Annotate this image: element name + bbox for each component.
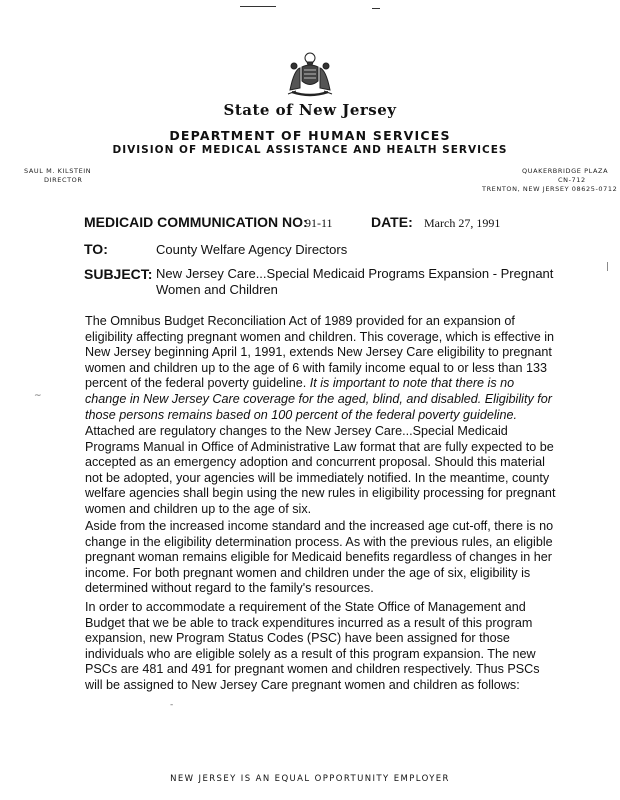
communication-number: 91-11 [305,216,333,230]
scan-artifact [240,6,276,7]
scan-mark: ~ [34,391,42,401]
scan-mark: | [606,262,610,272]
department-name: DEPARTMENT OF HUMAN SERVICES [169,128,451,143]
paragraph-1 [85,314,558,423]
address-line-3: TRENTON, NEW JERSEY 08625-0712 [482,185,618,193]
paragraph-2: Attached are regulatory changes to the New Jersey Care...Special Medicaid Programs Manual in Office of Administrative Law format that are fully expected to be accepted as an emergency adoption and concurrent proposal. Should this material not be adopted, your agencies will be immediately notified. In the meantime, county welfare agencies shall begin using the new rules in eligibility processing for pregnant women and children up to the age of six. [85,424,556,516]
memo-date: March 27, 1991 [424,216,501,230]
paragraph-1-italic: It is important to note that there is no change in New Jersey Care coverage for the aged, blind, and disabled. Eligibility for those persons remains based on 100 percent of the federal poverty guideline. [85,376,552,422]
subject-text: New Jersey Care...Special Medicaid Programs Expansion - Pregnant Women and Children [156,266,554,297]
to-recipient: County Welfare Agency Directors [156,242,348,257]
communication-label: MEDICAID COMMUNICATION NO: [84,214,308,230]
date-label: DATE: [371,214,413,230]
address-line-2: CN-712 [558,176,586,184]
scan-mark: - [170,700,174,710]
address-line-1: QUAKERBRIDGE PLAZA [522,167,609,175]
paragraph-3: Aside from the increased income standard and the increased age cut-off, there is no change in the eligibility determination process. As with the previous rules, an eligible pregnant woman remains eligible for Medicaid benefits regardless of changes in her income. For both pregnant women and children under the age of six, eligibility is determined without regard to the family's resources. [85,519,554,596]
to-label: TO: [84,241,108,257]
state-seal-icon [282,48,338,100]
director-name: SAUL M. KILSTEIN [24,167,92,175]
state-name: State of New Jersey [223,101,397,119]
scan-artifact [372,8,380,9]
division-name: DIVISION OF MEDICAL ASSISTANCE AND HEALTH SERVICES [112,144,508,156]
director-title: DIRECTOR [44,176,83,184]
subject-label: SUBJECT: [84,266,153,282]
footer-text: NEW JERSEY IS AN EQUAL OPPORTUNITY EMPLOYER [170,774,450,784]
paragraph-4: In order to accommodate a requirement of the State Office of Management and Budget that we be able to track expenditures incurred as a result of this program expansion, new Program Status Codes (PSC) have been assigned for those individuals who are eligible solely as a result of this program expansion. The new PSCs are 481 and 491 for pregnant women and children respectively. Thus PSCs will be assigned to New Jersey Care pregnant women and children as follows: [85,600,540,692]
paragraph-1-text: The Omnibus Budget Reconciliation Act of 1989 provided for an expansion of eligibility affecting pregnant women and children. This coverage, which is effective in New Jersey beginning April 1, 1991, extends New Jersey Care eligibility to pregnant women and children up to the age of 6 with family income equal to or less than 133 percent of the federal poverty guideline. [85,314,555,391]
